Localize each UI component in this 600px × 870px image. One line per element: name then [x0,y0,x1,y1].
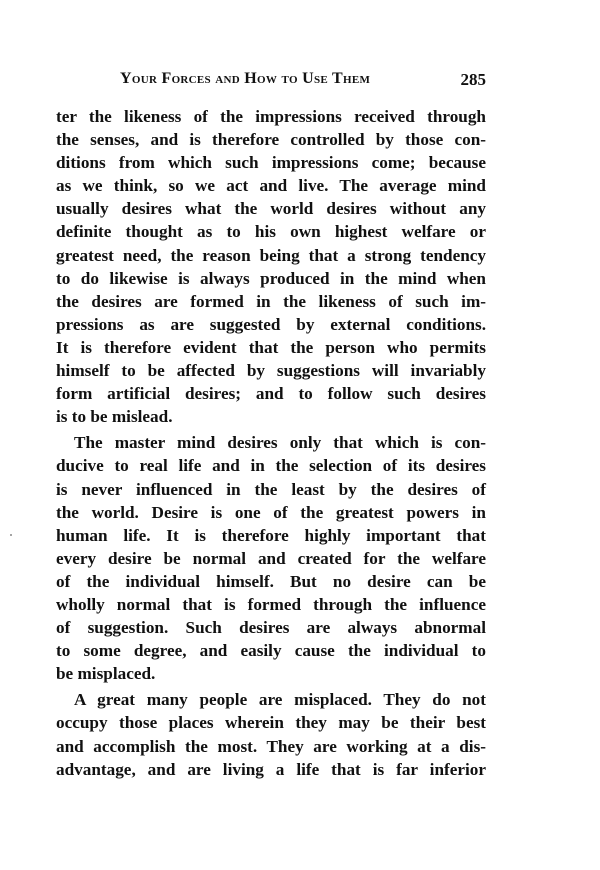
text-line: greatest need, the reason being that a strong tendency [56,245,486,265]
text-line: to some degree, and easily cause the individual to [56,641,486,661]
paragraph [56,431,486,685]
running-title: Your Forces and How to Use Them [120,70,371,87]
text-line: human life. It is therefore highly important that [56,525,486,545]
text-line: usually desires what the world desires without any [56,199,486,219]
text-line: the senses, and is therefore controlled by those con- [56,130,486,150]
text-line: of suggestion. Such desires are always abnormal [56,618,486,638]
text-line: the world. Desire is one of the greatest powers in [56,502,486,522]
text-line: to do likewise is always produced in the mind when [56,268,486,288]
text-line: ditions from which such impressions come; because [56,153,486,173]
text-line: wholly normal that is formed through the influence [56,594,486,614]
text-line: of the individual himself. But no desire can be [56,571,486,591]
text-line: ducive to real life and in the selection of its desires [56,456,486,476]
page-number: 285 [460,70,486,89]
text-line: as we think, so we act and live. The average mind [56,176,486,196]
text-line: is never influenced in the least by the desires of [56,479,486,499]
text-line: every desire be normal and created for the welfare [56,548,486,568]
page-body [56,105,486,784]
text-line: be misplaced. [56,664,156,684]
text-line: the desires are formed in the likeness of such im- [56,291,486,311]
text-line: The master mind desires only that which is con- [74,433,486,453]
running-header [120,70,486,94]
text-line: form artificial desires; and to follow such desires [56,384,486,404]
paragraph [56,688,486,780]
text-line: ter the likeness of the impressions received through [56,107,486,126]
text-line: advantage, and are living a life that is far inferior [56,759,486,779]
paragraph [56,105,486,428]
text-line: himself to be affected by suggestions will invariably [56,361,486,381]
text-line: pressions as are suggested by external conditions. [56,314,486,334]
text-line: and accomplish the most. They are working at a dis- [56,736,486,756]
text-line: A great many people are misplaced. They do not [74,690,486,710]
text-line: occupy those places wherein they may be their best [56,713,486,733]
scan-speck [10,534,12,536]
text-line: is to be mislead. [56,407,173,427]
text-line: It is therefore evident that the person who permits [56,337,486,357]
text-line: definite thought as to his own highest welfare or [56,222,486,242]
